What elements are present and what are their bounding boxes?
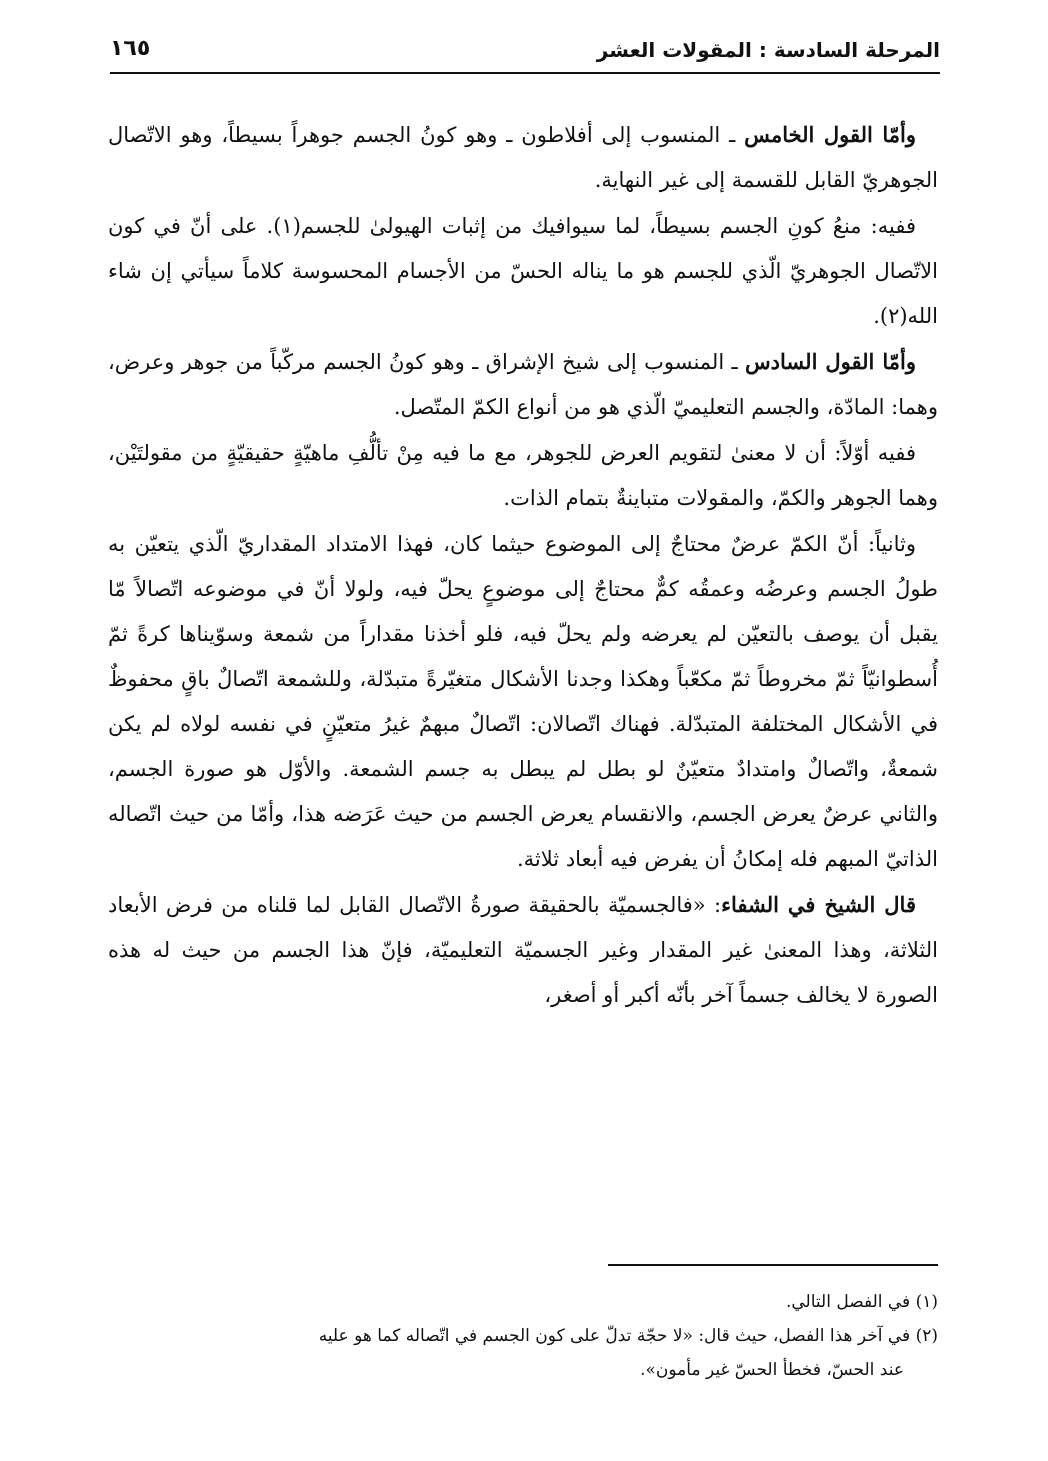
paragraph-text: ـ المنسوب إلى أفلاطون ـ وهو كونُ الجسم جوهراً بسيطاً، وهو الاتّصال الجوهريّ القابل للقسمة إلى غير النهاية.: [108, 123, 938, 192]
footnote-1: (١) في الفصل التالي.: [785, 1292, 938, 1312]
paragraph-lead: وأمّا القول الخامس: [744, 122, 917, 147]
paragraph-shifa-quote: [108, 882, 938, 1018]
footnote-separator: [608, 1264, 938, 1266]
paragraph-fifth-view: [108, 112, 938, 203]
page-header: [110, 30, 940, 74]
paragraph-lead: وأمّا القول السادس: [745, 349, 916, 374]
footnote-2: (٢) في آخر هذا الفصل، حيث قال: «لا حجّة تدلّ على كون الجسم في اتّصاله كما هو عليه: [318, 1326, 938, 1346]
footnote-2-continued: عند الحسّ، فخطأ الحسّ غير مأمون».: [640, 1360, 904, 1380]
main-text: [108, 112, 938, 1018]
paragraph-text: ففيه أوّلاً: أن لا معنىٰ لتقويم العرض للجوهر، مع ما فيه مِنْ تألُّفِ ماهيّةٍ حقيقيّةٍ من مقولتَيْن، وهما الجوهر والكمّ، والمقولات متباينةٌ بتمام الذات.: [108, 441, 938, 510]
paragraph-text: ـ المنسوب إلى شيخ الإشراق ـ وهو كونُ الجسم مركّباً من جوهر وعرض، وهما: المادّة، والجسم التعليميّ الّذي هو من أنواع الكمّ المتّصل.: [108, 350, 938, 419]
paragraph-first-objection: [108, 430, 938, 521]
page-number: ١٦٥: [110, 36, 151, 61]
paragraph-lead: قال الشيخ في الشفاء: [721, 892, 916, 917]
paragraph-refutation-fifth: [108, 203, 938, 339]
running-title: المرحلة السادسة : المقولات العشر: [596, 38, 940, 62]
header-rule: [110, 72, 940, 74]
paragraph-text: : «فالجسميّة بالحقيقة صورةُ الاتّصال القابل لما قلناه من فرض الأبعاد الثلاثة، وهذا المعنىٰ غير المقدار وغير الجسميّة التعليميّة، فإنّ هذا الجسم من حيث له هذه الصورة لا يخالف جسماً آخر بأنّه أكبر أو أصغر،: [108, 893, 938, 1007]
footnotes: [108, 1285, 938, 1387]
paragraph-text: وثانياً: أنّ الكمّ عرضٌ محتاجٌ إلى الموضوع حيثما كان، فهذا الامتداد المقداريّ الّذي يتعيّن به طولُ الجسم وعرضُه وعمقُه كمٌّ محتاجٌ إلى موضوعٍ يحلّ فيه، ولولا أنّ في موضوعه اتّصالاً مّا يقبل أن يوصف بالتعيّن لم يعرضه ولم يحلّ فيه، فلو أخذنا مقداراً من شمعة وسوّيناها كرةً ثمّ أُسطوانيّاً ثمّ مخروطاً ثمّ مكعّباً وهكذا وجدنا الأشكال متغيّرةً متبدّلة، وللشمعة اتّصالٌ باقٍ محفوظٌ في الأشكال المختلفة المتبدّلة. فهناك اتّصالان: اتّصالٌ مبهمٌ غيرُ متعيّنٍ في نفسه لولاه لم يكن شمعةٌ، واتّصالٌ وامتدادٌ متعيّنٌ لو بطل لم يبطل به جسم الشمعة. والأوّل هو صورة الجسم، والثاني عرضٌ يعرض الجسم، والانقسام يعرض الجسم من حيث عَرَضه هذا، وأمّا من حيث اتّصاله الذاتيّ المبهم فله إمكانُ أن يفرض فيه أبعاد ثلاثة.: [108, 532, 938, 871]
paragraph-text: ففيه: منعُ كونِ الجسم بسيطاً، لما سيوافيك من إثبات الهيولىٰ للجسم(١). على أنّ في كون الاتّصال الجوهريّ الّذي للجسم هو ما يناله الحسّ من الأجسام المحسوسة كلاماً سيأتي إن شاء الله(٢).: [108, 214, 938, 328]
paragraph-second-objection: [108, 521, 938, 882]
paragraph-sixth-view: [108, 339, 938, 430]
